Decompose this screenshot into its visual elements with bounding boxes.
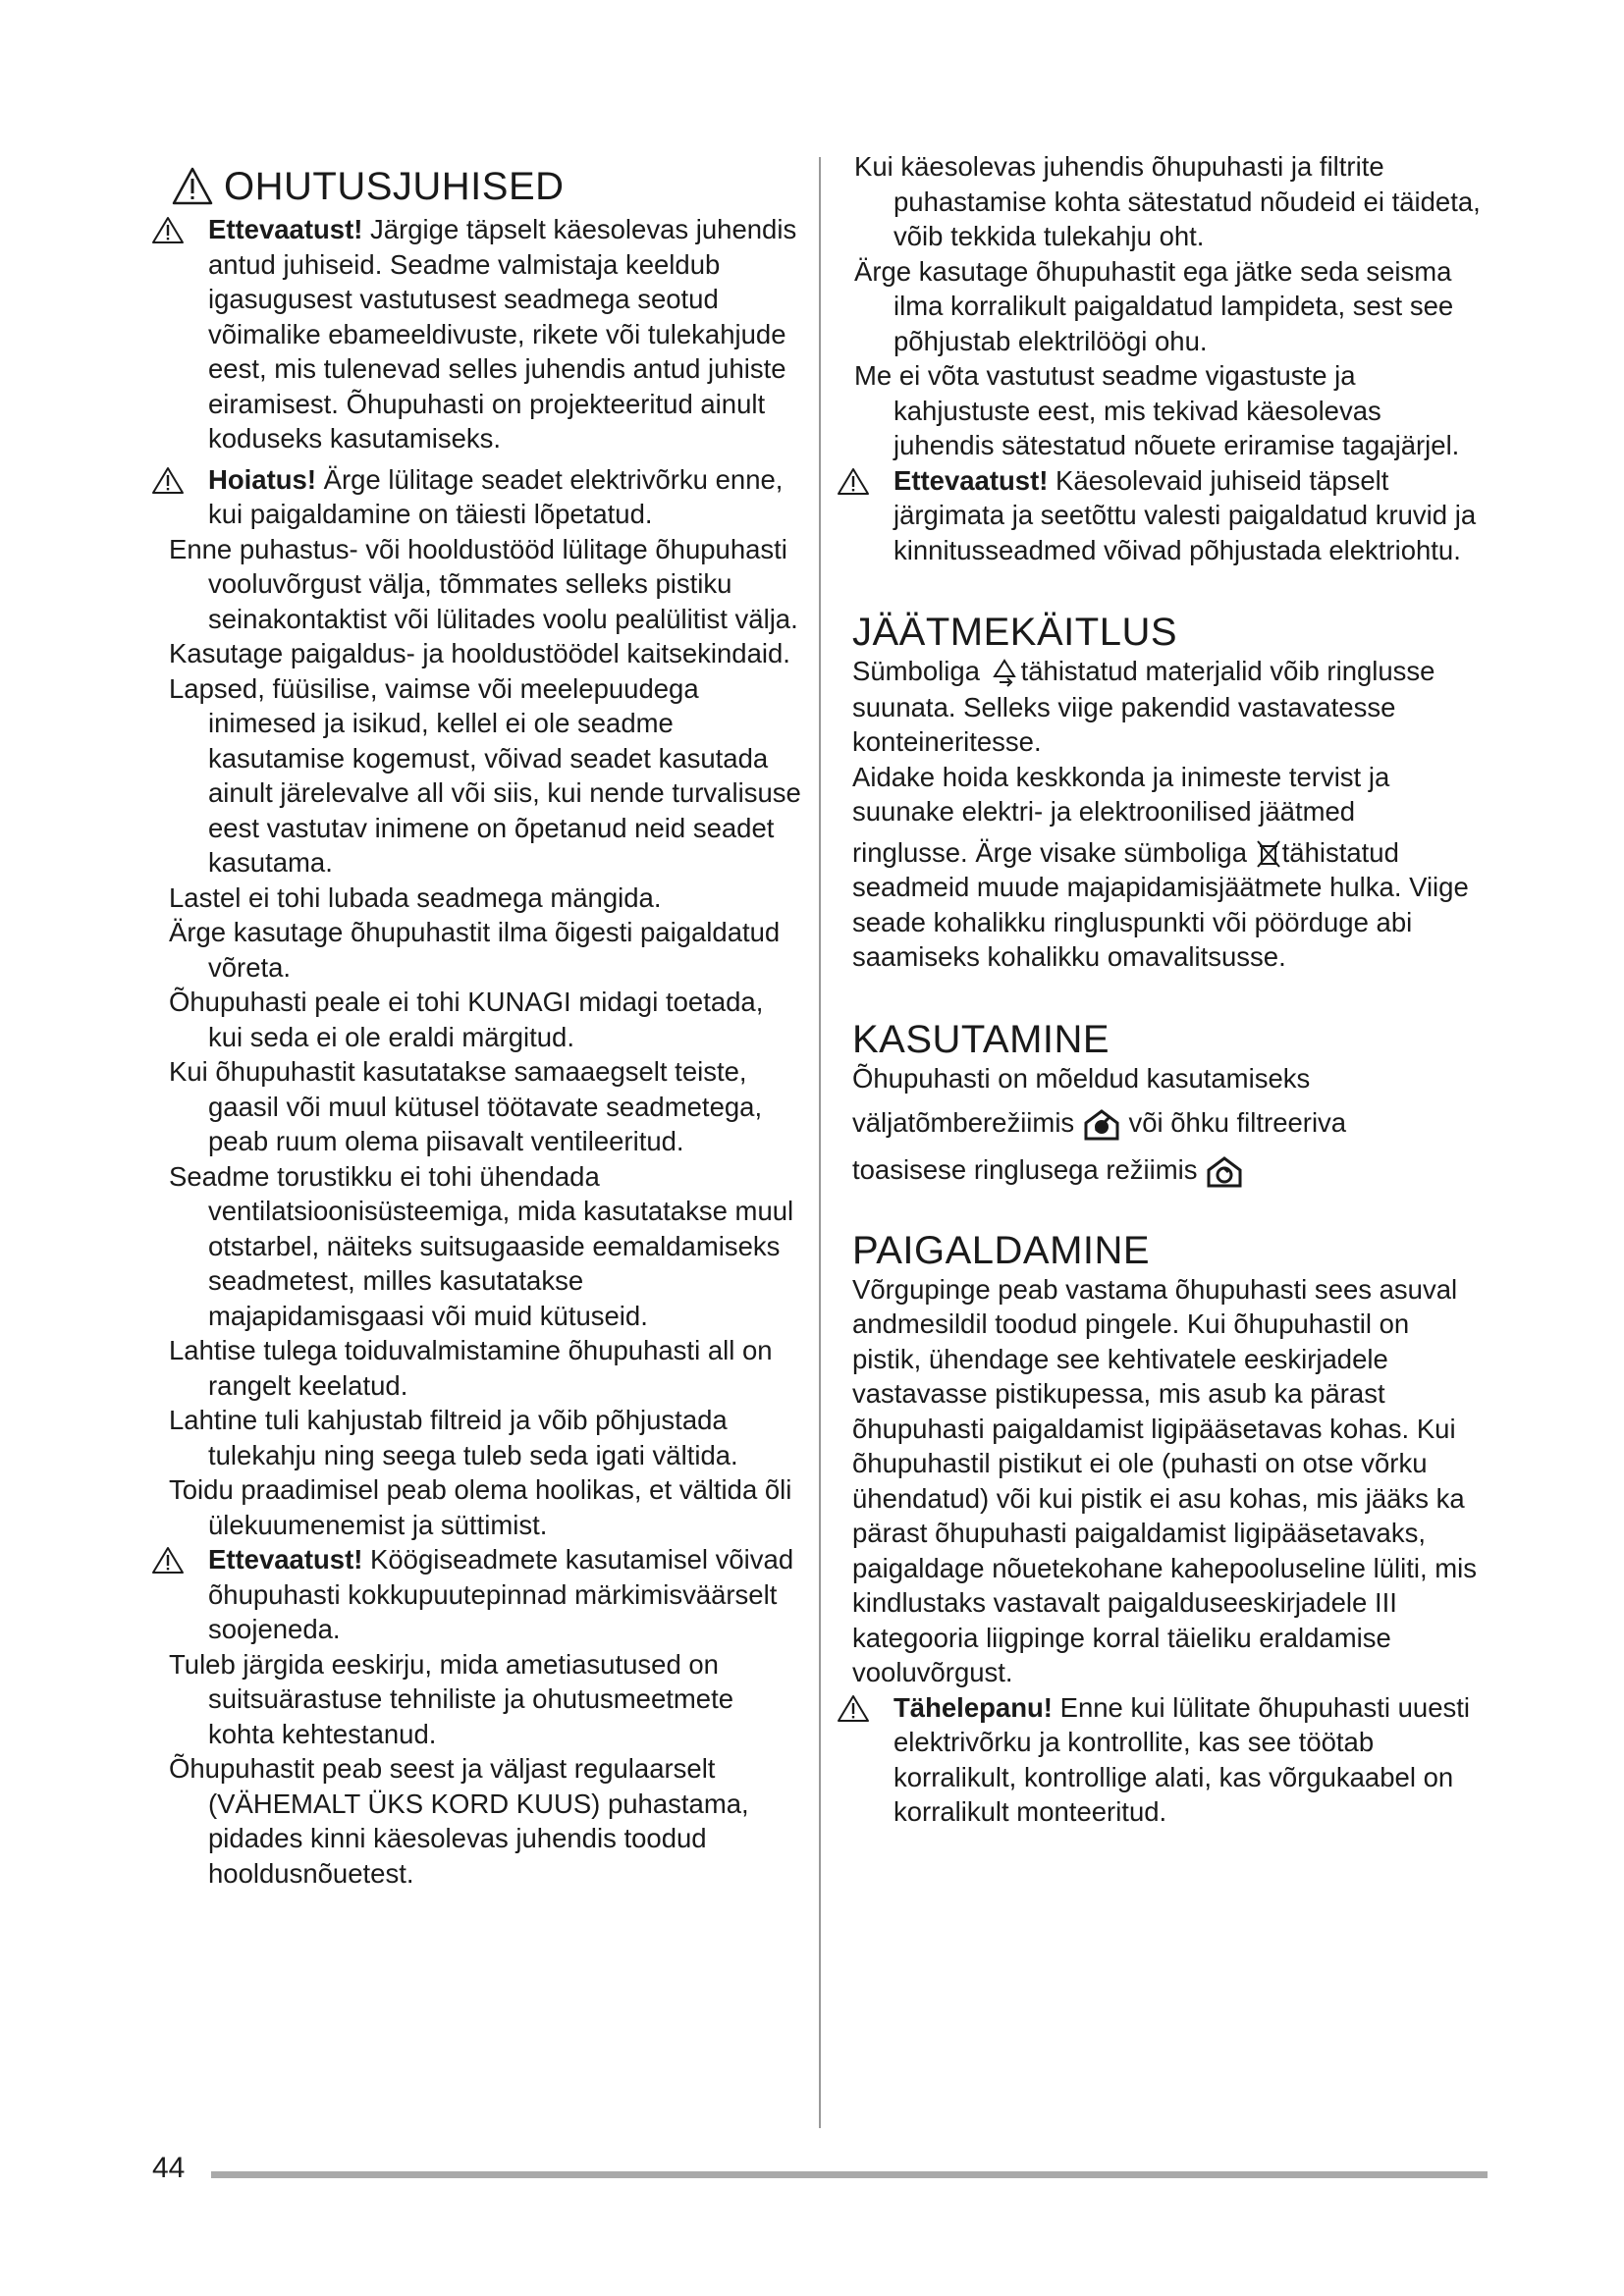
left-column bbox=[167, 165, 805, 1891]
warning-icon bbox=[151, 1546, 185, 1575]
paragraph bbox=[852, 654, 1481, 760]
heading-text: OHUTUSJUHISED bbox=[224, 165, 565, 208]
text-run: Sümboliga bbox=[852, 656, 988, 686]
paragraph: Kasutage paigaldus- ja hooldustöödel kaitsekindaid. bbox=[169, 638, 790, 668]
warning-lead: Ettevaatust! bbox=[893, 464, 1049, 496]
text-run: ringlusse. Ärge visake sümboliga bbox=[852, 836, 1255, 868]
warning-text: Järgige täpselt käesolevas juhendis antud juhiseid. Seadme valmistaja keeldub igasugusest vastutusest seadmega seotud võimalike ebameeldivuste, rikete või tulekahjude eest, mis tulenevad selles juhendis antud juhiste eiramisest. Õhupuhasti on projekteeritud ainult koduseks kasutamiseks. bbox=[208, 214, 797, 454]
paragraph: Õhupuhastit peab seest ja väljast regulaarselt (VÄHEMALT ÜKS KORD KUUS) puhastama, pidades kinni käesolevas juhendis toodud hooldusnõuetest. bbox=[169, 1753, 749, 1889]
extraction-mode-icon bbox=[1082, 1107, 1121, 1143]
text-run: väljatõmberežiimis bbox=[852, 1107, 1082, 1139]
text-run: tähistatud materjalid võib ringlusse suunata. Selleks viige pakendid vastavatesse konteineritesse. bbox=[852, 656, 1435, 758]
paragraph: Õhupuhasti peale ei tohi KUNAGI midagi toetada, kui seda ei ole eraldi märgitud. bbox=[169, 987, 764, 1052]
section-heading-usage: KASUTAMINE bbox=[852, 1017, 1110, 1061]
warning-icon bbox=[151, 466, 185, 496]
warning-paragraph bbox=[167, 462, 805, 532]
paragraph bbox=[852, 1105, 1481, 1143]
paragraph: Ärge kasutage õhupuhastit ilma õigesti paigaldatud võreta. bbox=[169, 917, 781, 983]
text-run: toasisese ringlusega režiimis bbox=[852, 1154, 1206, 1186]
warning-text: Enne kui lülitate õhupuhasti uuesti elektrivõrku ja kontrollite, kas see töötab korralikult, kontrollige alati, kas võrgukaabel on korralikult monteeritud. bbox=[893, 1691, 1470, 1828]
paragraph: Enne puhastus- või hooldustööd lülitage õhupuhasti vooluvõrgust välja, tõmmates selleks pistiku seinakontaktist või lülitades voolu pealülitist välja. bbox=[169, 533, 798, 634]
paragraph: Kui käesolevas juhendis õhupuhasti ja filtrite puhastamise kohta sätestatud nõudeid ei täideta, võib tekkida tulekahju oht. bbox=[854, 151, 1481, 251]
warning-lead: Ettevaatust! bbox=[208, 1544, 363, 1575]
crossed-bin-icon bbox=[1255, 838, 1282, 870]
paragraph bbox=[852, 1152, 1481, 1190]
warning-text: Käesolevaid juhiseid täpselt järgimata ja seetõttu valesti paigaldatud kruvid ja kinnitusseadmed võivad põhjustada elektriohtu. bbox=[893, 464, 1477, 565]
right-column bbox=[852, 149, 1481, 1830]
paragraph bbox=[852, 835, 1481, 975]
paragraph: Me ei võta vastutust seadme vigastuste ja kahjustuste eest, mis tekivad käesolevas juhendis sätestatud nõuete eriramise tagajärjel. bbox=[854, 360, 1460, 460]
paragraph: Lahtise tulega toiduvalmistamine õhupuhasti all on rangelt keelatud. bbox=[169, 1335, 773, 1401]
paragraph: Kui õhupuhastit kasutatakse samaaegselt teiste, gaasil või muul kütusel töötavate seadmetega, peab ruum olema piisavalt ventileeritud. bbox=[169, 1056, 763, 1156]
paragraph: Aidake hoida keskkonda ja inimeste tervist ja suunake elektri- ja elektroonilised jäätmed bbox=[852, 761, 1390, 828]
paragraph: Ärge kasutage õhupuhastit ega jätke seda seisma ilma korralikult paigaldatud lampideta, sest see põhjustab elektrilöögi ohu. bbox=[854, 255, 1454, 356]
paragraph: Lapsed, füüsilise, vaimse või meelepuudega inimesed ja isikud, kellel ei ole seadme kasutamise kogemust, võivad seadet kasutada ainult järelevalve all või siis, kui nende turvalisuse eest vastutav inimene on õpetanud neid seadet kasutama. bbox=[169, 672, 801, 878]
paragraph: Seadme torustikku ei tohi ühendada ventilatsioonisüsteemiga, mida kasutatakse muul otstarbel, näiteks suitsugaaside eemaldamiseks seadmetest, milles kasutatakse majapidamisgaasi või muid kütuseid. bbox=[169, 1160, 794, 1331]
warning-text: Ärge lülitage seadet elektrivõrku enne, kui paigaldamine on täiesti lõpetatud. bbox=[208, 463, 784, 529]
paragraph: Võrgupinge peab vastama õhupuhasti sees asuval andmesildil toodud pingele. Kui õhupuhastil on pistik, ühendage see kehtivatele eeskirjadele vastavasse pistikupessa, mis asub ka pärast õhupuhasti paigaldamist ligipääsetavas kohas. Kui õhupuhastil pistikut ei ole (puhasti on otse võrku ühendatud) või kui pistik ei asu kohas, mis jääks ka pärast õhupuhasti paigaldamist ligipääsetavaks, paigaldage nõuetekohane kahepooluseline lüliti, mis kindlustaks vastavalt paigalduseeskirjadele III kategooria liigpinge korral täieliku eraldamise vooluvõrgust. bbox=[852, 1273, 1478, 1688]
warning-paragraph bbox=[167, 1542, 805, 1647]
text-run: või õhku filtreeriva bbox=[1120, 1107, 1347, 1139]
footer-rule bbox=[211, 2171, 1488, 2178]
warning-icon bbox=[151, 216, 185, 245]
recirculation-mode-icon bbox=[1205, 1154, 1244, 1190]
warning-lead: Ettevaatust! bbox=[208, 214, 363, 244]
paragraph: Lahtine tuli kahjustab filtreid ja võib põhjustada tulekahju ning seega tuleb seda igati vältida. bbox=[169, 1405, 738, 1470]
warning-icon bbox=[837, 467, 870, 497]
warning-text: Köögiseadmete kasutamisel võivad õhupuhasti kokkupuutepinnad märkimisväärselt soojeneda. bbox=[208, 1544, 794, 1644]
warning-paragraph bbox=[167, 212, 805, 456]
page-number: 44 bbox=[152, 2152, 186, 2184]
paragraph: Lastel ei tohi lubada seadmega mängida. bbox=[169, 881, 662, 913]
warning-paragraph bbox=[852, 463, 1481, 568]
recycle-icon bbox=[988, 657, 1021, 690]
column-divider bbox=[819, 157, 821, 2128]
text-run: tähistatud seadmeid muude majapidamisjäätmete hulka. Viige seade kohalikku ringluspunkti või pöörduge abi saamiseks kohalikku omavalitsusse. bbox=[852, 836, 1469, 973]
warning-icon bbox=[837, 1694, 870, 1724]
section-heading-disposal: JÄÄTMEKÄITLUS bbox=[852, 611, 1178, 654]
warning-paragraph bbox=[852, 1690, 1481, 1830]
paragraph: Õhupuhasti on mõeldud kasutamiseks bbox=[852, 1062, 1311, 1094]
warning-icon bbox=[171, 166, 214, 207]
warning-lead: Tähelepanu! bbox=[893, 1691, 1053, 1723]
section-heading-safety bbox=[167, 165, 805, 208]
warning-lead: Hoiatus! bbox=[208, 463, 316, 495]
paragraph: Toidu praadimisel peab olema hoolikas, et vältida õli ülekuumenemist ja süttimist. bbox=[169, 1474, 792, 1540]
section-heading-installation: PAIGALDAMINE bbox=[852, 1228, 1151, 1272]
paragraph: Tuleb järgida eeskirju, mida ametiasutused on suitsuärastuse tehniliste ja ohutusmeetmete kohta kehtestanud. bbox=[169, 1648, 734, 1749]
